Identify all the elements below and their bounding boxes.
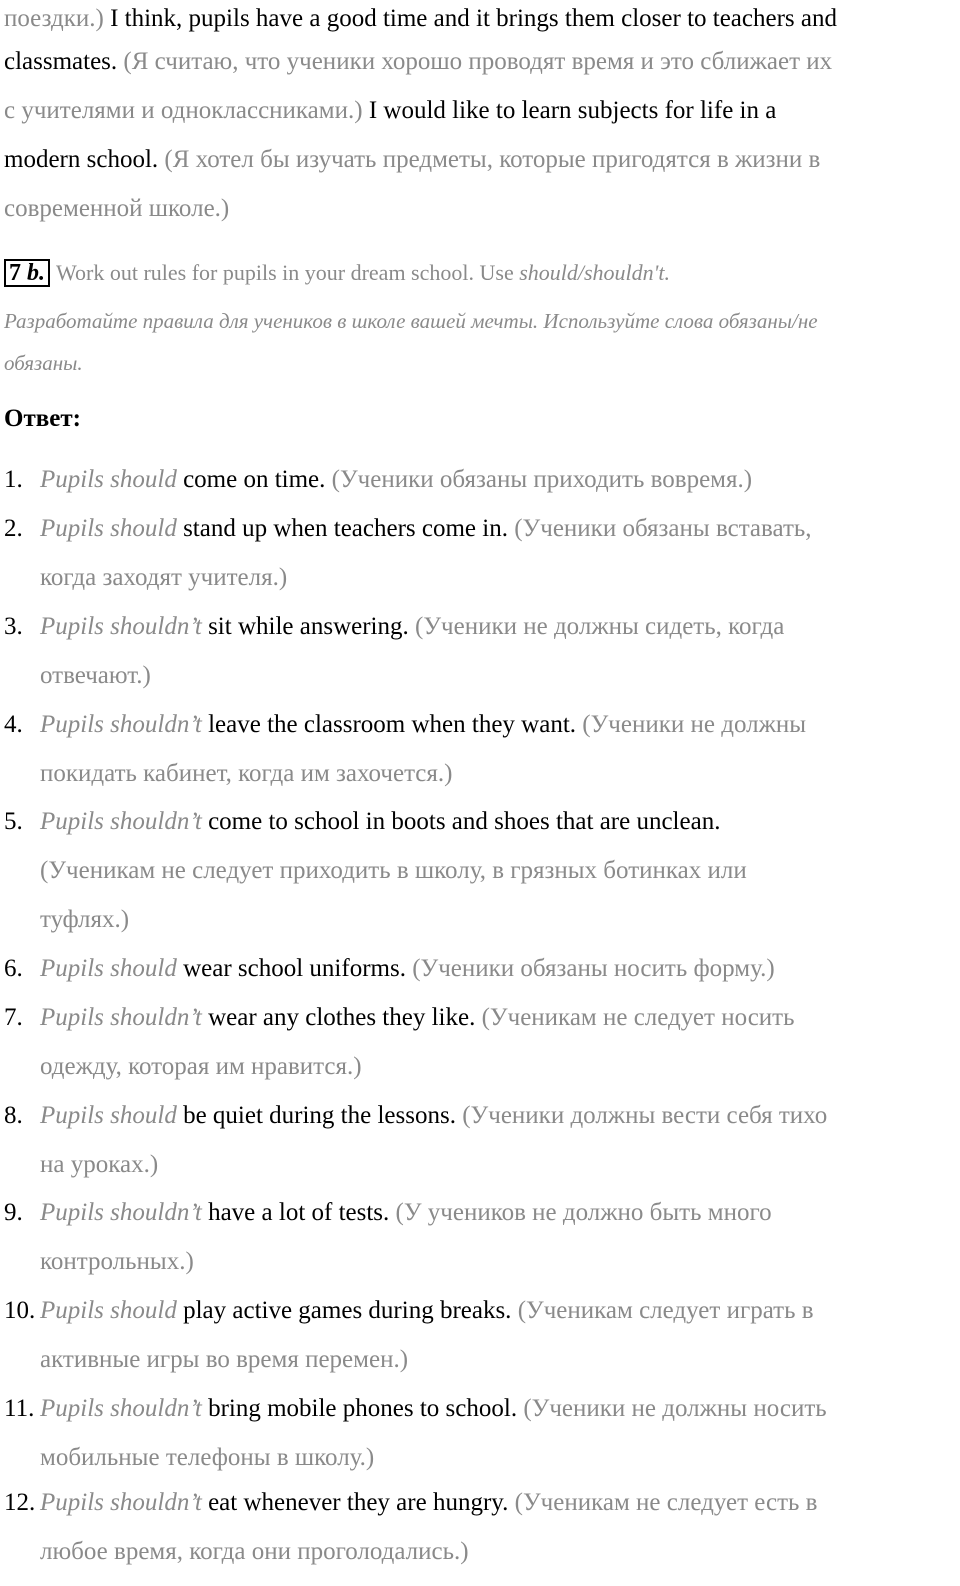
list-item-number: 7.	[4, 1004, 23, 1031]
rule-text-ru: туфлях.)	[40, 906, 130, 933]
rule-text-ru: любое время, когда они проголодались.)	[40, 1538, 469, 1565]
list-item-line	[40, 1150, 158, 1180]
list-item-number: 12.	[4, 1489, 36, 1516]
task-instruction-italic: should/shouldn't.	[519, 260, 670, 285]
list-item-line	[40, 1345, 408, 1375]
rule-subject: Pupils shouldn’t	[40, 1395, 202, 1422]
rule-text-en: wear school uniforms.	[176, 955, 406, 982]
rule-subject: Pupils shouldn’t	[40, 1199, 202, 1226]
rule-text-en: leave the classroom when they want.	[201, 711, 577, 738]
list-item-line	[40, 1198, 772, 1228]
task-header	[4, 258, 670, 288]
rule-text-ru: (Ученики должны вести себя тихо	[455, 1102, 828, 1129]
list-item-line	[40, 1296, 814, 1326]
list-item-line	[40, 1394, 827, 1424]
list-item-line	[40, 1247, 194, 1277]
rule-text-ru: отвечают.)	[40, 662, 151, 689]
intro-line-4-en: modern school.	[4, 146, 159, 173]
rule-text-en: stand up when teachers come in.	[176, 515, 508, 542]
rule-text-ru: контрольных.)	[40, 1248, 194, 1275]
list-item-line	[40, 1537, 469, 1567]
rule-text-ru: (Ученики не должны	[576, 711, 807, 738]
intro-line-1	[4, 4, 837, 34]
list-item-line	[40, 1488, 817, 1518]
list-item-line	[40, 514, 812, 544]
list-item-line	[40, 612, 784, 642]
intro-line-1-en: I think, pupils have a good time and it brings them closer to teachers and	[103, 5, 837, 32]
task-translation-line-2: обязаны.	[4, 351, 83, 375]
rule-text-ru: на уроках.)	[40, 1151, 159, 1178]
list-item-line	[40, 1101, 827, 1131]
intro-line-2	[4, 47, 832, 77]
rule-text-en: be quiet during the lessons.	[176, 1102, 456, 1129]
rule-subject: Pupils shouldn’t	[40, 711, 202, 738]
rule-text-ru: (Ученики обязаны приходить вовремя.)	[325, 466, 753, 493]
rule-text-en: sit while answering.	[201, 613, 409, 640]
list-item-number: 2.	[4, 515, 23, 542]
rule-subject: Pupils should	[40, 955, 177, 982]
list-item-line	[40, 905, 129, 935]
intro-line-3	[4, 96, 776, 126]
list-item-line	[40, 759, 452, 789]
rule-subject: Pupils should	[40, 515, 177, 542]
intro-line-2-en: classmates.	[4, 48, 118, 75]
rule-text-ru: (Ученикам не следует приходить в школу, в грязных ботинках или	[40, 857, 747, 884]
rule-text-en: have a lot of tests.	[201, 1199, 390, 1226]
task-translation-line-1: Разработайте правила для учеников в школе вашей мечты. Используйте слова обязаны/не	[4, 309, 818, 333]
rule-subject: Pupils should	[40, 1102, 177, 1129]
list-item-line	[40, 856, 747, 886]
intro-line-2-ru: (Я считаю, что ученики хорошо проводят время и это сближает их	[117, 48, 833, 75]
rule-text-en: wear any clothes they like.	[201, 1004, 476, 1031]
rule-text-ru: когда заходят учителя.)	[40, 564, 288, 591]
list-item-number: 4.	[4, 711, 23, 738]
task-label	[4, 259, 50, 287]
list-item-number: 11.	[4, 1395, 35, 1422]
list-item-line	[40, 807, 720, 837]
list-item-number: 1.	[4, 466, 23, 493]
intro-line-4	[4, 145, 820, 175]
intro-line-1-ru: поездки.)	[4, 5, 104, 32]
rule-text-en: play active games during breaks.	[176, 1297, 512, 1324]
rule-text-ru: активные игры во время перемен.)	[40, 1346, 409, 1373]
rule-text-ru: (Ученикам следует играть в	[511, 1297, 814, 1324]
list-item-number: 6.	[4, 955, 23, 982]
task-letter: b.	[27, 260, 45, 286]
list-item-line	[40, 563, 287, 593]
rule-text-ru: (Ученикам не следует есть в	[508, 1489, 818, 1516]
rule-text-ru: одежду, которая им нравится.)	[40, 1053, 362, 1080]
rule-text-en: come to school in boots and shoes that are unclean.	[201, 808, 721, 835]
intro-line-4-ru: (Я хотел бы изучать предметы, которые пригодятся в жизни в	[158, 146, 821, 173]
rule-text-ru: (Ученикам не следует носить	[475, 1004, 795, 1031]
rule-text-ru: мобильные телефоны в школу.)	[40, 1444, 375, 1471]
list-item-line	[40, 465, 752, 495]
rule-subject: Pupils shouldn’t	[40, 1004, 202, 1031]
rule-subject: Pupils should	[40, 466, 177, 493]
rule-text-en: come on time.	[176, 466, 326, 493]
rule-text-ru: (Ученики не должны носить	[517, 1395, 827, 1422]
list-item-line	[40, 954, 775, 984]
intro-line-5-ru: современной школе.)	[4, 195, 230, 222]
intro-line-3-en: I would like to learn subjects for life in a	[362, 97, 777, 124]
intro-line-5	[4, 194, 229, 224]
list-item-line	[40, 1443, 374, 1473]
rule-subject: Pupils shouldn’t	[40, 613, 202, 640]
list-item-line	[40, 1003, 795, 1033]
rule-text-ru: (У учеников не должно быть много	[389, 1199, 772, 1226]
rule-subject: Pupils shouldn’t	[40, 1489, 202, 1516]
rule-text-en: eat whenever they are hungry.	[201, 1489, 509, 1516]
list-item-number: 9.	[4, 1199, 23, 1226]
list-item-line	[40, 661, 151, 691]
list-item-number: 10.	[4, 1297, 36, 1324]
list-item-number: 3.	[4, 613, 23, 640]
list-item-line	[40, 710, 806, 740]
rule-text-en: bring mobile phones to school.	[201, 1395, 518, 1422]
rule-text-ru: покидать кабинет, когда им захочется.)	[40, 760, 453, 787]
intro-line-3-ru: с учителями и одноклассниками.)	[4, 97, 363, 124]
rule-subject: Pupils shouldn’t	[40, 808, 202, 835]
list-item-line	[40, 1052, 362, 1082]
rule-subject: Pupils should	[40, 1297, 177, 1324]
rule-text-ru: (Ученики обязаны носить форму.)	[405, 955, 775, 982]
rule-text-ru: (Ученики обязаны вставать,	[507, 515, 812, 542]
answer-label: Ответ:	[4, 405, 81, 432]
list-item-number: 8.	[4, 1102, 23, 1129]
task-instruction: Work out rules for pupils in your dream school. Use	[56, 260, 520, 285]
task-number: 7	[9, 260, 21, 286]
rule-text-ru: (Ученики не должны сидеть, когда	[408, 613, 785, 640]
list-item-number: 5.	[4, 808, 23, 835]
